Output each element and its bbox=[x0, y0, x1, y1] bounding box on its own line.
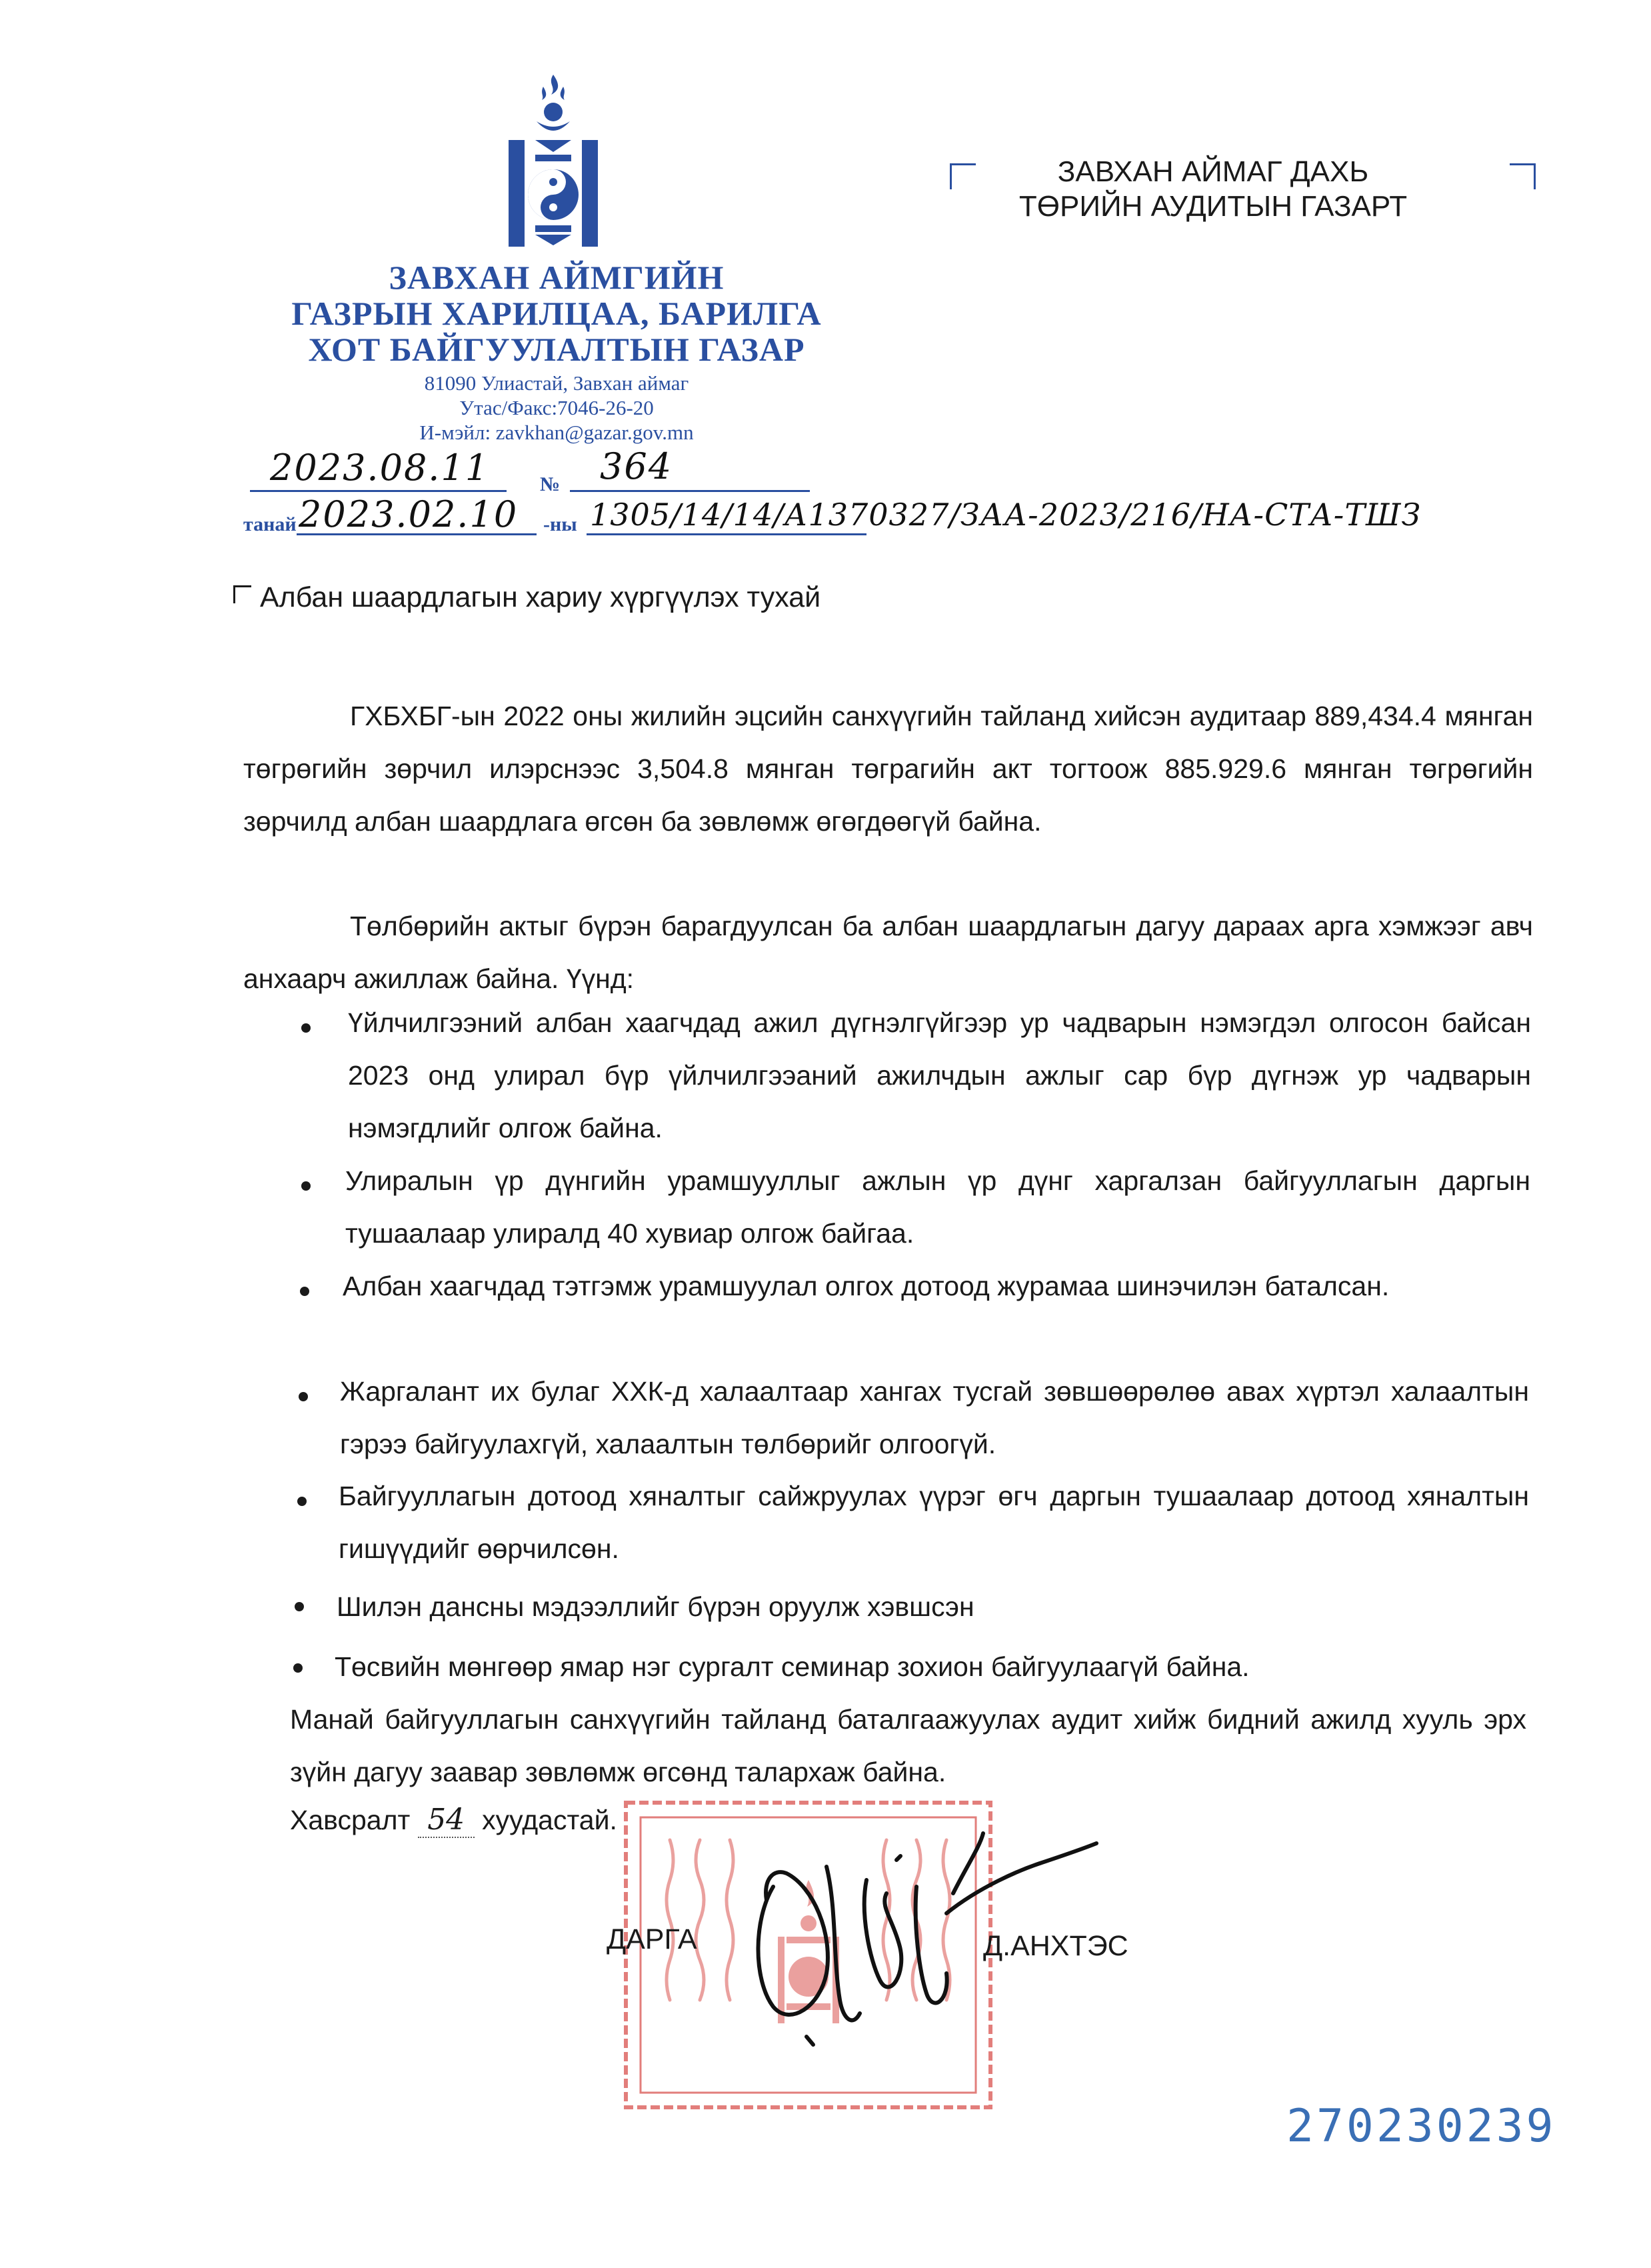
attachment-suffix: хуудастай. bbox=[482, 1805, 617, 1835]
recipient-line1: ЗАВХАН АЙМАГ ДАХЬ bbox=[1057, 155, 1369, 188]
letter-number: 364 bbox=[600, 445, 673, 487]
attachment-prefix: Хавсралт bbox=[290, 1805, 411, 1835]
document-number: 270230239 bbox=[1286, 2100, 1556, 2153]
recipient-corner-right bbox=[1510, 163, 1536, 189]
recipient-line2: ТӨРИЙН АУДИТЫН ГАЗАРТ bbox=[1018, 190, 1408, 223]
list-item: Улиралын үр дүнгийн урамшууллыг ажлын үр дүнг харгалзан байгууллагын даргын тушаалаар улиралд 40 хувиар олгож байгаа. bbox=[345, 1165, 1530, 1249]
list-item: Жаргалант их булаг ХХК-д халаалтаар хангах тусгай зөвшөөрөлөө авах хүртэл халаалтын гэрээ байгуулахгүй, халаалтын төлбөрийг олгоогүй. bbox=[340, 1376, 1529, 1459]
reply-number-line bbox=[587, 533, 866, 535]
attachment-count: 54 bbox=[418, 1803, 475, 1838]
signer-name: Д.АНХТЭС bbox=[983, 1930, 1128, 1962]
org-name-line1: ЗАВХАН АЙМГИЙН bbox=[389, 259, 725, 296]
bullet-dot bbox=[300, 1287, 309, 1296]
bullet-dot bbox=[293, 1663, 303, 1673]
subject-line: Албан шаардлагын хариу хүргүүлэх тухай bbox=[260, 581, 821, 613]
list-item: Албан хаагчдад тэтгэмж урамшуулал олгох дотоод журамаа шинэчилэн баталсан. bbox=[343, 1271, 1390, 1301]
number-field-line bbox=[570, 490, 810, 492]
list-item: Байгууллагын дотоод хяналтыг сайжруулах үүрэг өгч даргын тушаалаар дотоод хяналтын гишүүдийг өөрчилсөн. bbox=[339, 1481, 1529, 1564]
reply-prefix-label: танай bbox=[243, 513, 297, 535]
reply-date: 2023.02.10 bbox=[299, 493, 519, 535]
list-item: Шилэн дансны мэдээллийг бүрэн оруулж хэвшсэн bbox=[337, 1591, 974, 1622]
bullet-dot bbox=[295, 1602, 304, 1611]
list-item: Төсвийн мөнгөөр ямар нэг сургалт семинар зохион байгуулаагүй байна. bbox=[335, 1651, 1250, 1682]
attachment-line bbox=[290, 1803, 617, 1838]
bullet-dot bbox=[301, 1023, 311, 1033]
reply-suffix-label: -ны bbox=[543, 513, 577, 535]
body-paragraph-2: Төлбөрийн актыг бүрэн барагдуулсан ба албан шаардлагын дагуу дараах арга хэмжээг авч анхаарч ажиллаж байна. Үүнд: bbox=[243, 911, 1533, 994]
body-paragraph-1: ГХБХБГ-ын 2022 оны жилийн эцсийн санхүүгийн тайланд хийсэн аудитаар 889,434.4 мянган төгрөгийн зөрчил илэрснээс 3,504.8 мянган төграгийн акт тогтоож 885.929.6 мянган төгрөгийн зөрчилд албан шаардлага өгсөн ба зөвлөмж өгөгдөөгүй байна. bbox=[243, 701, 1533, 837]
list-item: Үйлчилгээний албан хаагчдад ажил дүгнэлгүйгээр ур чадварын нэмэгдэл олгосон байсан 2023 онд улирал бүр үйлчилгээаний ажилчдын ажлыг сар бүр дүгнэж ур чадварын нэмэгдлийг олгож байна. bbox=[348, 1007, 1531, 1143]
signer-title: ДАРГА bbox=[607, 1923, 697, 1955]
soyombo-emblem-icon bbox=[503, 73, 603, 250]
number-label: № bbox=[540, 473, 561, 495]
subject-corner bbox=[233, 585, 251, 603]
body-paragraph-3: Манай байгууллагын санхүүгийн тайланд баталгаажуулах аудит хийж бидний ажилд хууль эрх зүйн дагуу заавар зөвлөмж өгсөнд талархаж байна. bbox=[290, 1704, 1526, 1787]
reply-number: 1305/14/14/А1370327/ЗАА-2023/216/НА-СТА-ТШЗ bbox=[590, 497, 1422, 533]
letter-date: 2023.08.11 bbox=[270, 447, 490, 489]
date-field-line bbox=[250, 490, 507, 492]
org-address: 81090 Улиастай, Завхан аймаг bbox=[424, 371, 689, 395]
bullet-dot bbox=[297, 1497, 307, 1506]
org-name-line2: ГАЗРЫН ХАРИЛЦАА, БАРИЛГА bbox=[291, 295, 822, 332]
org-email: И-мэйл: zavkhan@gazar.gov.mn bbox=[419, 421, 694, 444]
org-name-line3: ХОТ БАЙГУУЛАЛТЫН ГАЗАР bbox=[308, 331, 805, 368]
org-phone: Утас/Факс:7046-26-20 bbox=[459, 396, 654, 419]
bullet-dot bbox=[299, 1392, 308, 1401]
bullet-dot bbox=[301, 1181, 311, 1191]
